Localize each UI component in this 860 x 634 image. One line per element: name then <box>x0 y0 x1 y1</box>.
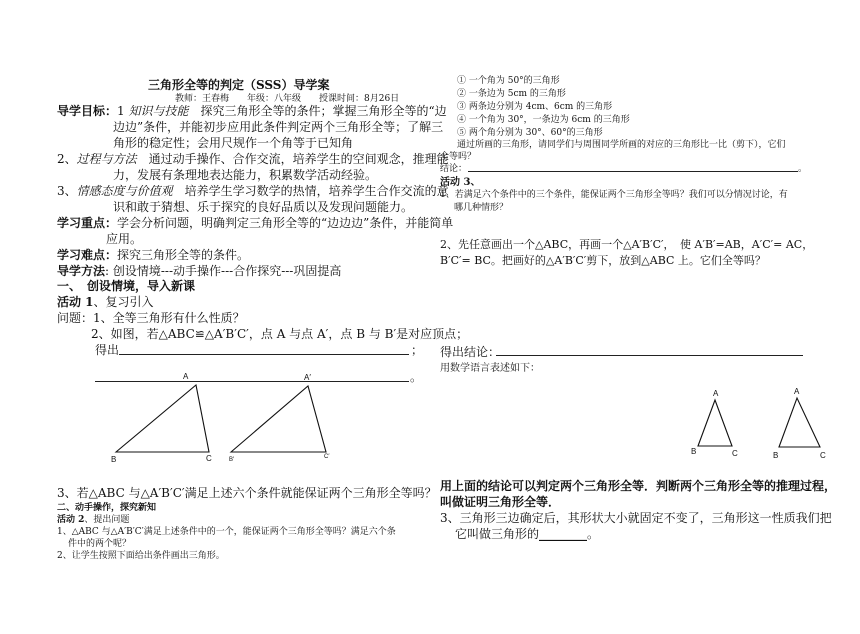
key-point-line-1 <box>57 214 453 231</box>
activity-3-q2-line-2: B′C′= BC。把画好的△A′B′C′剪下，放到△ABC 上。它们全等吗？ <box>440 254 766 267</box>
method-label: 导学方法 <box>57 264 106 278</box>
section-2-heading: 二、动手操作，探究新知 <box>57 503 157 513</box>
page-title: 三角形全等的判定（SSS）导学案 <box>148 78 330 92</box>
activity-3-q1-line-2: 哪几种情形？ <box>454 203 509 213</box>
iso-label-a-1: A <box>713 389 719 398</box>
label-a-prime: A′ <box>304 373 311 382</box>
key-point-label: 学习重点： <box>57 216 118 230</box>
label-b: B <box>111 455 117 464</box>
activity-1-text: 、复习引入 <box>93 295 154 309</box>
question-2-get: 得出 <box>95 343 120 357</box>
iso-label-b-2: B <box>773 451 779 460</box>
condition-1: ① 一个角为 50°的三角形 <box>457 76 560 86</box>
answer-line-1 <box>119 354 409 355</box>
goal-1-tag: 知识与技能 <box>128 104 189 118</box>
goal-2-line-1 <box>57 150 449 167</box>
activity-3-q2-line-1: 2、先任意画出一个△ABC，再画一个△A′B′C′， 使 A′B′=AB，A′C′= AC， <box>440 238 814 251</box>
condition-2: ② 一条边为 5cm 的三角形 <box>457 89 566 99</box>
condition-5: ⑤ 两个角分别为 30°、60°的三角形 <box>457 128 603 138</box>
iso-label-c-1: C <box>732 449 738 458</box>
goal-2-line-2: 力，发展有条理地表达能力，积累数学活动经验。 <box>113 168 378 182</box>
final-question-end: 。 <box>587 527 600 541</box>
question-1: 问题：1、全等三角形有什么性质？ <box>57 311 245 325</box>
math-language-prompt: 用数学语言表述如下： <box>440 363 540 374</box>
activity-1-label: 活动 1 <box>57 295 94 309</box>
goal-2-num: 2、 <box>57 152 77 166</box>
key-point-line-2: 应用。 <box>106 232 143 246</box>
label-b-prime: B′ <box>229 457 235 463</box>
goal-1-text: 探究三角形全等的条件；掌握三角形全等的“边 <box>200 104 447 118</box>
label-a: A <box>183 372 189 381</box>
answer-line-1-end: ； <box>411 343 424 357</box>
answer-line-2-end: 。 <box>410 370 423 384</box>
activity-2-q2: 2、让学生按照下面给出条件画出三角形。 <box>57 551 225 561</box>
question-3: 3、若△ABC 与△A′B′C′满足上述六个条件就能保证两个三角形全等吗？ <box>57 486 437 500</box>
goal-3-text: 培养学生学习数学的热情，培养学生合作交流的意 <box>184 184 449 198</box>
compare-line-1: 通过所画的三角形，请同学们与周围同学所画的对应的三角形比一比（剪下），它们 <box>457 140 786 150</box>
goal-1-line-2: 边边”条件，并能初步应用此条件判定两个三角形全等；了解三 <box>113 120 444 134</box>
isosceles-triangle-1 <box>698 400 732 446</box>
label-c: C <box>206 454 212 463</box>
goals-label: 导学目标： <box>57 104 118 118</box>
goal-1-line-3: 角形的稳定性；会用尺规作一个角等于已知角 <box>113 136 354 150</box>
final-question-line-1: 3、三角形三边确定后，其形状大小就固定不变了，三角形这一性质我们把 <box>440 511 832 525</box>
get-conclusion-line <box>496 355 803 356</box>
conclusion-line <box>468 171 798 172</box>
activity-2-label: 活动 2 <box>57 515 85 525</box>
bold-note-line-1: 用上面的结论可以判定两个三角形全等．判断两个三角形全等的推理过程， <box>440 479 837 493</box>
difficulty <box>57 246 249 263</box>
final-question-text: 它叫做三角形的 <box>455 527 540 541</box>
method-text: : 创设情境---动手操作---合作探究---巩固提高 <box>105 264 342 278</box>
goal-3-line-2: 识和敢于猜想、乐于探究的良好品质以及发现问题能力。 <box>113 200 414 214</box>
condition-4: ④ 一个角为 30°，一条边为 6cm 的三角形 <box>457 115 630 125</box>
iso-label-b-1: B <box>691 447 697 456</box>
iso-label-c-2: C <box>820 451 826 460</box>
goal-3-line-1 <box>57 182 449 199</box>
activity-3-q1-line-1: 1、若满足六个条件中的三个条件，能保证两个三角形全等吗？我们可以分情况讨论，有 <box>440 190 788 200</box>
question-2: 2、如图，若△ABC≌△A′B′C′，点 A 与点 A′，点 B 与 B′是对应顶点； <box>91 327 469 341</box>
conclusion-end: 。 <box>798 164 808 174</box>
isosceles-triangles-figure <box>680 380 840 465</box>
final-question-line-2 <box>455 525 599 542</box>
activity-1 <box>57 293 154 310</box>
triangle-a-prime <box>231 386 326 452</box>
goal-1-line-1 <box>57 102 447 119</box>
key-point-text: 学会分析问题，明确判定三角形全等的“边边边”条件，并能简单 <box>117 216 454 230</box>
goal-1-num: 1 <box>117 104 125 118</box>
difficulty-label: 学习难点： <box>57 248 118 262</box>
activity-3-heading: 活动 3、 <box>440 177 481 188</box>
isosceles-triangle-2 <box>779 398 820 447</box>
iso-label-a-2: A <box>794 387 800 396</box>
section-1-heading: 一、 创设情境，导入新课 <box>57 279 196 293</box>
condition-3: ③ 两条边分别为 4cm、6cm 的三角形 <box>457 102 613 112</box>
bold-note-line-2: 叫做证明三角形全等． <box>440 495 561 509</box>
goal-2-text: 通过动手操作、合作交流，培养学生的空间观念，推理能 <box>148 152 449 166</box>
page-meta: 教师：王春梅 年级：八年级 授课时间：8月26日 <box>175 94 400 104</box>
goal-3-tag: 情感态度与价值观 <box>76 184 173 198</box>
get-conclusion-label: 得出结论： <box>440 345 501 359</box>
activity-2-q1-line-2: 件中的两个呢？ <box>68 539 132 549</box>
final-question-blank: ________ <box>539 527 588 541</box>
triangle-abc <box>116 385 209 452</box>
difficulty-text: 探究三角形全等的条件。 <box>117 248 250 262</box>
activity-2-text: 、提出问题 <box>84 515 130 525</box>
compare-line-2: 全等吗？ <box>440 152 477 162</box>
goal-2-tag: 过程与方法 <box>76 152 137 166</box>
label-c-prime: C′ <box>324 454 330 460</box>
conclusion-label: 结论： <box>440 164 468 174</box>
congruent-triangles-figure <box>100 365 360 470</box>
goal-3-num: 3、 <box>57 184 77 198</box>
activity-2-q1-line-1: 1、△ABC 与△A′B′C′满足上述条件中的一个，能保证两个三角形全等吗？满足六个条 <box>57 527 396 537</box>
